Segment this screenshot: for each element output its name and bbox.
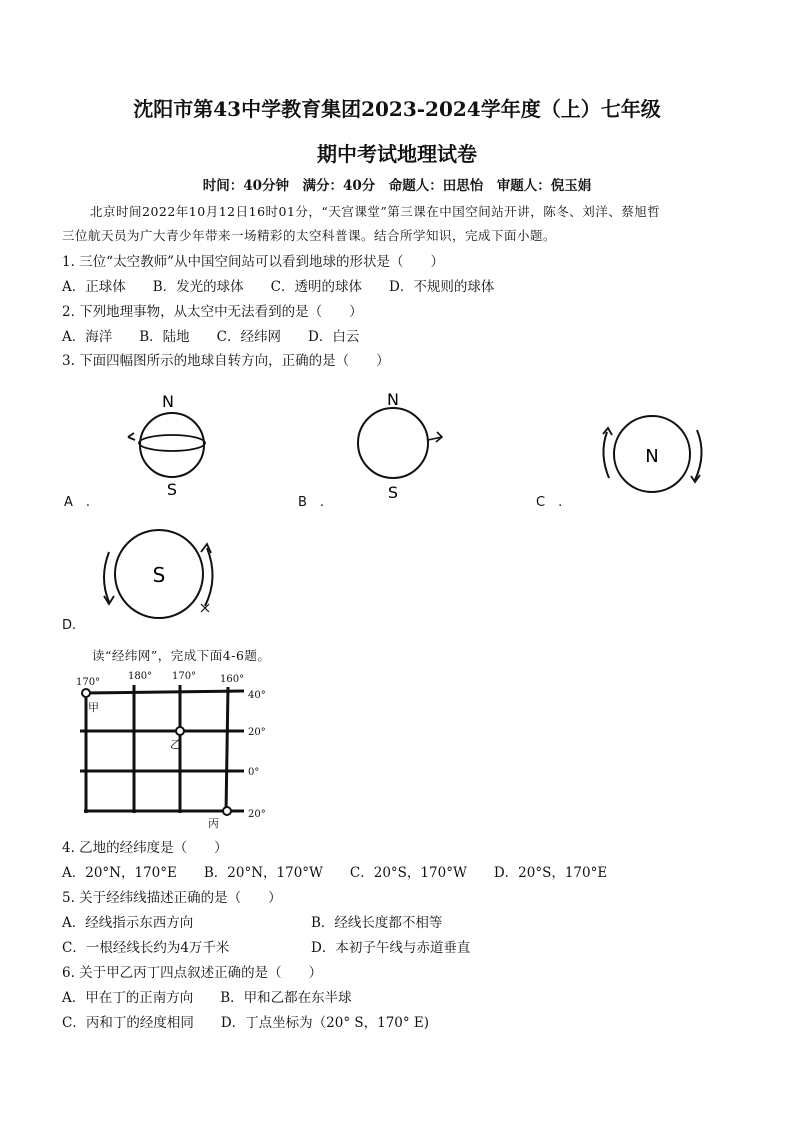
q3-option-b-label: B . (298, 495, 325, 510)
q4-options: A．20°N，170°E B．20°N，170°W C．20°S，170°W D．20°S，170°E (62, 865, 608, 881)
lat-label-3: 0° (248, 767, 260, 778)
point-jia-marker (82, 689, 90, 697)
q5-option-c: C．一根经线长约为4万千米 (62, 940, 230, 956)
q3-option-a-label: A . (64, 495, 91, 510)
figure-b-north-label: N (387, 390, 399, 409)
q4-stem: 4. 乙地的经纬度是（ ） (62, 840, 228, 856)
q3-option-c-label: C . (536, 495, 563, 510)
grid-intro: 读“经纬网”，完成下面4-6题。 (92, 648, 271, 663)
q3-figure-c (597, 412, 707, 502)
q3-option-d-label: D. (62, 618, 77, 633)
q5-option-b: B．经线长度都不相等 (311, 915, 443, 931)
point-yi-marker (176, 727, 184, 735)
lon-label-3: 170° (172, 671, 197, 682)
figure-b-south-label: S (387, 483, 399, 502)
point-jia-label: 甲 (88, 701, 99, 714)
lat-label-4: 20° (248, 809, 266, 820)
figure-a-north-label: N (162, 392, 174, 411)
q5-option-a: A．经线指示东西方向 (62, 915, 194, 931)
q1-options: A．正球体 B．发光的球体 C．透明的球体 D．不规则的球体 (62, 279, 495, 295)
q6-stem: 6. 关于甲乙丙丁四点叙述正确的是（ ） (62, 965, 323, 981)
q6-options-cd: C．丙和丁的经度相同 D．丁点坐标为（20° S，170° E) (62, 1015, 430, 1031)
q1-stem: 1. 三位“太空教师”从中国空间站可以看到地球的形状是（ ） (62, 254, 444, 270)
q3-figure-b (345, 385, 455, 500)
exam-meta: 时间：40分钟 满分：40分 命题人：田思怡 审题人：倪玉娟 (202, 178, 592, 194)
figure-d-south-label: S (152, 563, 166, 587)
point-bing-marker (223, 807, 231, 815)
point-yi-label: 乙 (170, 738, 181, 751)
lat-label-1: 40° (248, 690, 266, 701)
q3-stem: 3. 下面四幅图所示的地球自转方向，正确的是（ ） (62, 353, 390, 369)
q2-options: A．海洋 B．陆地 C．经纬网 D．白云 (62, 329, 360, 345)
point-bing-label: 丙 (208, 817, 219, 830)
figure-c-north-label: N (645, 446, 659, 467)
lon-label-2: 180° (128, 671, 153, 682)
exam-subtitle: 期中考试地理试卷 (317, 142, 477, 166)
graticule-grid (62, 665, 282, 835)
q5-option-d: D．本初子午线与赤道垂直 (311, 940, 471, 956)
q3-figure-d (97, 538, 222, 618)
q5-stem: 5. 关于经纬线描述正确的是（ ） (62, 890, 282, 906)
q3-figure-a (120, 385, 220, 500)
exam-title: 沈阳市第43中学教育集团2023-2024学年度（上）七年级 (133, 97, 661, 121)
q6-options-ab: A．甲在丁的正南方向 B．甲和乙都在东半球 (62, 990, 352, 1006)
q2-stem: 2. 下列地理事物，从太空中无法看到的是（ ） (62, 304, 363, 320)
lat-label-2: 20° (248, 727, 266, 738)
intro-paragraph-line1: 北京时间2022年10月12日16时01分，“天宫课堂”第三课在中国空间站开讲，陈冬、刘洋、蔡旭哲 (90, 204, 661, 219)
lon-label-4: 160° (220, 674, 245, 685)
lon-label-1: 170° (76, 677, 101, 688)
figure-a-south-label: S (166, 480, 178, 499)
intro-paragraph-line2: 三位航天员为广大青少年带来一场精彩的太空科普课。结合所学知识，完成下面小题。 (62, 228, 557, 243)
